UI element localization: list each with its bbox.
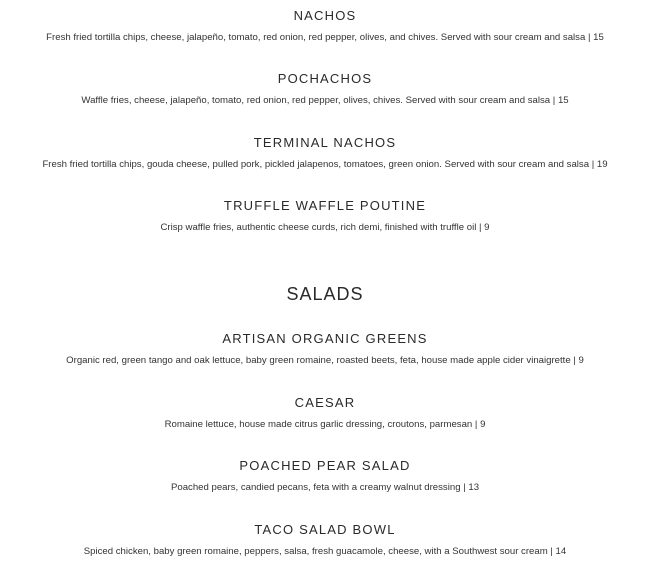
menu-item-description: Romaine lettuce, house made citrus garlic dressing, croutons, parmesan | 9 (164, 419, 486, 430)
menu-item-title: TERMINAL NACHOS (253, 135, 397, 150)
menu-item-description: Spiced chicken, baby green romaine, peppers, salsa, fresh guacamole, cheese, with a Southwest sour cream | 14 (83, 546, 567, 557)
menu-item-taco-salad-bowl (0, 522, 650, 558)
menu-item-description: Waffle fries, cheese, jalapeño, tomato, red onion, red pepper, olives, chives. Served with sour cream and salsa | 15 (81, 95, 569, 106)
menu-item-title: NACHOS (293, 8, 357, 23)
menu-item-poached-pear-salad (0, 458, 650, 494)
menu-item-title: CAESAR (294, 395, 356, 410)
menu-item-description: Organic red, green tango and oak lettuce, baby green romaine, roasted beets, feta, house made apple cider vinaigrette | 9 (66, 355, 584, 366)
menu-item-description: Fresh fried tortilla chips, gouda cheese, pulled pork, pickled jalapenos, tomatoes, green onion. Served with sour cream and salsa | 19 (42, 159, 608, 170)
menu-item-nachos (0, 8, 650, 44)
menu-item-terminal-nachos (0, 135, 650, 171)
menu-item-artisan-organic-greens (0, 331, 650, 367)
menu-item-title: TRUFFLE WAFFLE POUTINE (223, 198, 427, 213)
menu-item-pochachos (0, 71, 650, 107)
menu-item-title: POCHACHOS (277, 71, 373, 86)
menu-item-caesar (0, 395, 650, 431)
menu-item-title: POACHED PEAR SALAD (239, 458, 411, 473)
menu-item-description: Poached pears, candied pecans, feta with a creamy walnut dressing | 13 (170, 482, 480, 493)
menu-item-truffle-waffle-poutine (0, 198, 650, 234)
menu-item-title: TACO SALAD BOWL (254, 522, 396, 537)
menu-item-title: ARTISAN ORGANIC GREENS (222, 331, 428, 346)
section-heading-salads: SALADS (286, 284, 364, 304)
menu-item-description: Fresh fried tortilla chips, cheese, jalapeño, tomato, red onion, red pepper, olives, and chives. Served with sour cream and salsa | 15 (46, 32, 604, 43)
menu-item-description: Crisp waffle fries, authentic cheese curds, rich demi, finished with truffle oil | 9 (160, 222, 490, 233)
